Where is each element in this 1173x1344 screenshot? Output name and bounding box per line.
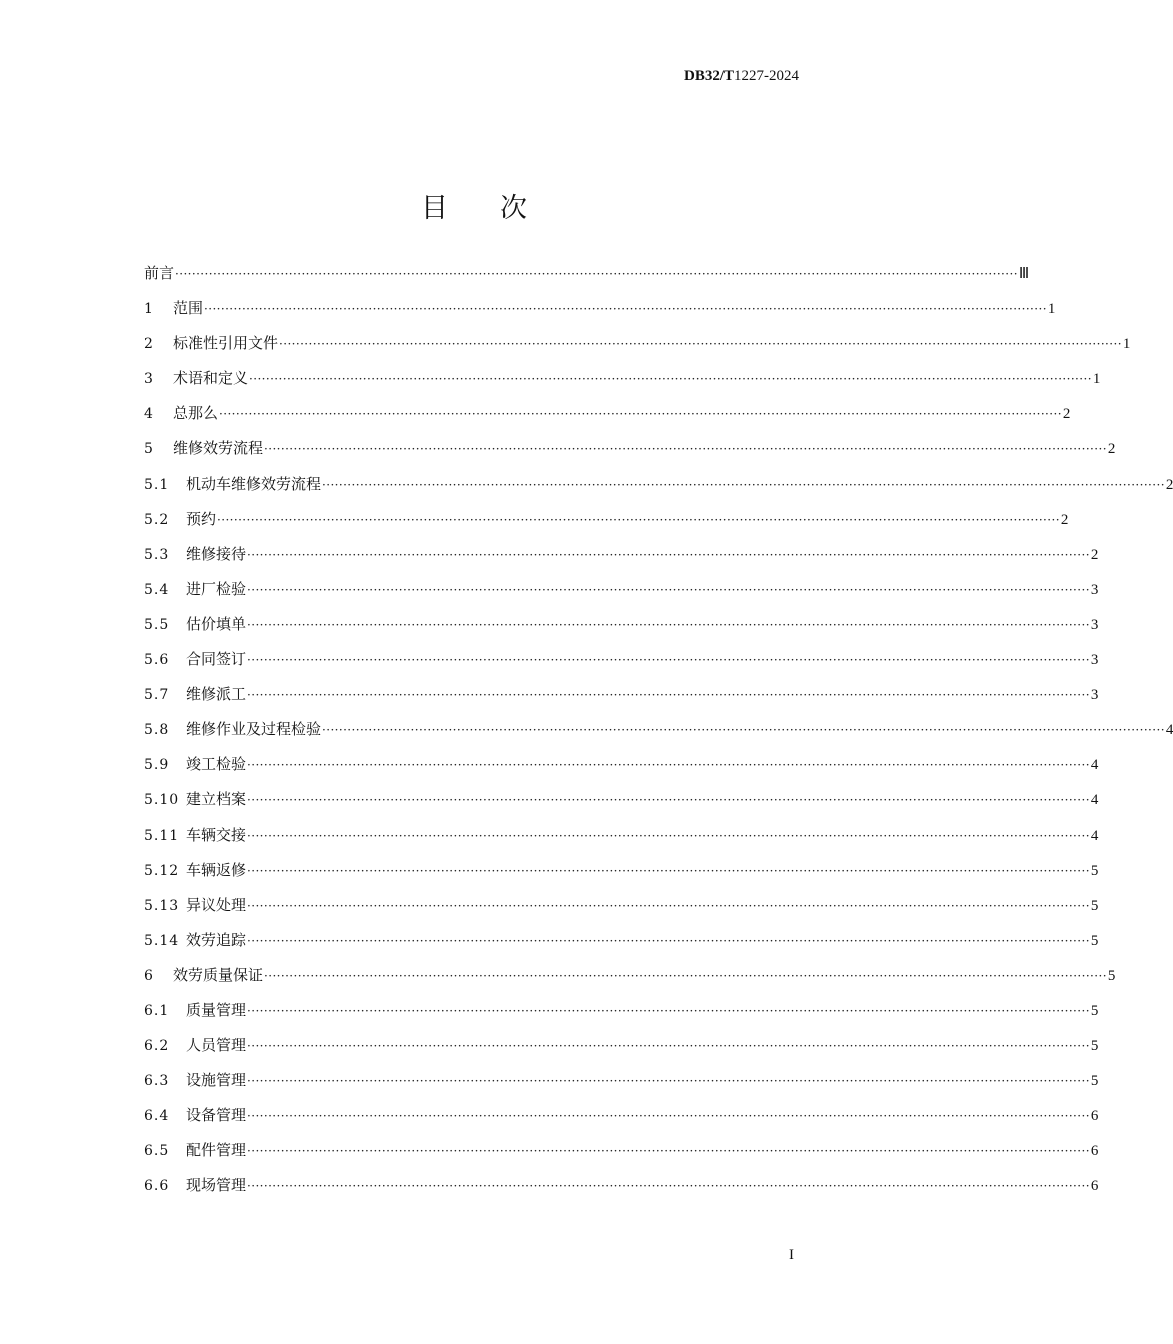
toc-dot-leader: ········································································································································································································: [249, 372, 1092, 387]
toc-entry-number: 5.1: [144, 476, 170, 493]
toc-entry-number: 6.2: [144, 1038, 170, 1055]
toc-entry[interactable]: [144, 788, 1099, 823]
toc-dot-leader: ········································································································································································································: [247, 898, 1090, 913]
toc-entry-label: 预约: [186, 509, 217, 528]
toc-entry-label: 效劳质量保证: [173, 965, 264, 984]
toc-entry-label: 竣工检验: [186, 755, 247, 774]
toc-dot-leader: ········································································································································································································: [247, 1109, 1090, 1124]
toc-entry-label: 范围: [173, 299, 204, 318]
toc-entry-page: 3: [1090, 652, 1099, 669]
toc-entry-label: 总那么: [173, 404, 219, 423]
toc-dot-leader: ········································································································································································································: [247, 933, 1090, 948]
toc-entry-label: 车辆返修: [186, 860, 247, 879]
toc-dot-leader: ········································································································································································································: [247, 1074, 1090, 1089]
toc-entry-number: 6.4: [144, 1108, 170, 1125]
toc-entry-number: 5.2: [144, 511, 170, 528]
toc-entry-label: 术语和定义: [173, 369, 249, 388]
toc-entry[interactable]: [144, 753, 1099, 788]
toc-entry-page: Ⅲ: [1018, 266, 1030, 282]
toc-entry-label: 前言: [144, 264, 175, 282]
toc-entry-page: 2: [1165, 476, 1173, 493]
toc-entry-number: 5.12: [144, 862, 180, 879]
toc-dot-leader: ········································································································································································································: [217, 512, 1060, 527]
toc-dot-leader: ········································································································································································································: [175, 267, 1018, 281]
toc-entry-number: 6: [144, 967, 154, 984]
toc-entry-page: 1: [1092, 371, 1101, 388]
toc-entry[interactable]: [144, 367, 1101, 402]
toc-entry[interactable]: [144, 578, 1099, 613]
toc-entry-number: 6.1: [144, 1002, 170, 1019]
toc-entry[interactable]: [144, 859, 1099, 894]
toc-entry-number: 1: [144, 301, 154, 318]
toc-entry-page: 6: [1090, 1178, 1099, 1195]
toc-entry-label: 维修效劳流程: [173, 439, 264, 458]
toc-entry-page: 4: [1165, 722, 1173, 739]
toc-dot-leader: ········································································································································································································: [219, 407, 1062, 422]
toc-entry-number: 5.5: [144, 616, 170, 633]
document-code-number: 1227-2024: [734, 68, 799, 84]
toc-entry-page: 2: [1062, 406, 1071, 423]
toc-entry-number: 6.6: [144, 1178, 170, 1195]
toc-entry-label: 配件管理: [186, 1141, 247, 1160]
toc-entry-number: 5.3: [144, 546, 170, 563]
toc-entry-number: 5.9: [144, 757, 170, 774]
toc-entry-page: 5: [1090, 897, 1099, 914]
toc-entry-label: 效劳追踪: [186, 930, 247, 949]
toc-entry[interactable]: [144, 543, 1099, 578]
toc-dot-leader: ········································································································································································································: [247, 1144, 1090, 1159]
toc-entry-number: 6.5: [144, 1143, 170, 1160]
document-code-prefix: DB32/T: [683, 68, 734, 84]
toc-entry[interactable]: [144, 262, 1030, 297]
toc-entry-label: 机动车维修效劳流程: [186, 474, 322, 493]
toc-entry-number: 6.3: [144, 1073, 170, 1090]
toc-entry-label: 设备管理: [186, 1106, 247, 1125]
toc-dot-leader: ········································································································································································································: [322, 477, 1165, 492]
toc-entry[interactable]: [144, 1174, 1099, 1209]
toc-entry-page: 5: [1090, 862, 1099, 879]
toc-dot-leader: ········································································································································································································: [264, 968, 1107, 983]
toc-entry-number: 2: [144, 336, 154, 353]
toc-entry-number: 5.11: [144, 827, 180, 844]
toc-entry-number: 5.14: [144, 932, 180, 949]
toc-dot-leader: ········································································································································································································: [247, 1039, 1090, 1054]
toc-entry-number: 3: [144, 371, 154, 388]
page-title: [0, 186, 950, 225]
toc-dot-leader: ········································································································································································································: [247, 1179, 1090, 1194]
title-char-1: 目: [421, 193, 450, 224]
toc-entry-page: 2: [1107, 441, 1116, 458]
toc-entry-number: 5.4: [144, 581, 170, 598]
toc-entry-page: 3: [1090, 687, 1099, 704]
toc-entry-label: 质量管理: [186, 1000, 247, 1019]
toc-dot-leader: ········································································································································································································: [247, 828, 1090, 843]
toc-entry-label: 现场管理: [186, 1176, 247, 1195]
toc-entry-page: 3: [1090, 581, 1099, 598]
toc-entry-page: 6: [1090, 1143, 1099, 1160]
toc-entry[interactable]: [144, 648, 1099, 683]
toc-entry-number: 5: [144, 441, 154, 458]
toc-entry[interactable]: [144, 437, 1116, 472]
toc-dot-leader: ········································································································································································································: [264, 442, 1107, 457]
toc-entry[interactable]: [144, 964, 1116, 999]
toc-entry[interactable]: [144, 613, 1099, 648]
toc-entry-label: 进厂检验: [186, 579, 247, 598]
toc-entry[interactable]: [144, 297, 1056, 332]
toc-entry-label: 维修作业及过程检验: [186, 720, 322, 739]
toc-entry-label: 维修派工: [186, 685, 247, 704]
toc-entry[interactable]: [144, 1139, 1099, 1174]
toc-dot-leader: ········································································································································································································: [247, 582, 1090, 597]
title-char-2: 次: [500, 193, 529, 224]
table-of-contents: [144, 262, 1173, 1210]
toc-entry-label: 异议处理: [186, 895, 247, 914]
toc-entry-number: 4: [144, 406, 154, 423]
toc-entry-number: 5.8: [144, 722, 170, 739]
toc-entry-label: 建立档案: [186, 790, 247, 809]
toc-dot-leader: ········································································································································································································: [279, 337, 1122, 352]
page-number: I: [789, 1247, 794, 1263]
toc-entry[interactable]: [144, 402, 1071, 437]
toc-entry[interactable]: [144, 999, 1099, 1034]
toc-entry-label: 估价填单: [186, 614, 247, 633]
toc-entry[interactable]: [144, 894, 1099, 929]
toc-entry-page: 2: [1090, 546, 1099, 563]
toc-dot-leader: ········································································································································································································: [247, 758, 1090, 773]
toc-entry[interactable]: [144, 473, 1173, 508]
toc-entry-page: 1: [1047, 301, 1056, 318]
toc-dot-leader: ········································································································································································································: [247, 617, 1090, 632]
toc-dot-leader: ········································································································································································································: [204, 302, 1047, 317]
toc-entry-page: 6: [1090, 1108, 1099, 1125]
toc-entry-page: 4: [1090, 792, 1099, 809]
toc-entry-label: 人员管理: [186, 1036, 247, 1055]
toc-entry-page: 4: [1090, 827, 1099, 844]
toc-dot-leader: ········································································································································································································: [247, 547, 1090, 562]
toc-dot-leader: ········································································································································································································: [247, 653, 1090, 668]
toc-entry-page: 2: [1060, 511, 1069, 528]
toc-entry[interactable]: [144, 683, 1099, 718]
toc-entry[interactable]: [144, 1069, 1099, 1104]
toc-entry[interactable]: [144, 1104, 1099, 1139]
toc-entry-page: 5: [1107, 967, 1116, 984]
toc-entry-page: 5: [1090, 1073, 1099, 1090]
toc-entry-label: 维修接待: [186, 544, 247, 563]
toc-entry[interactable]: [144, 508, 1069, 543]
toc-entry[interactable]: [144, 332, 1131, 367]
toc-entry-page: 5: [1090, 1038, 1099, 1055]
toc-entry-label: 标准性引用文件: [173, 334, 279, 353]
toc-dot-leader: ········································································································································································································: [247, 1003, 1090, 1018]
toc-entry-number: 5.13: [144, 897, 180, 914]
toc-entry-number: 5.6: [144, 652, 170, 669]
toc-entry-page: 5: [1090, 1002, 1099, 1019]
toc-entry[interactable]: [144, 718, 1173, 753]
toc-entry-label: 设施管理: [186, 1071, 247, 1090]
toc-entry-label: 合同签订: [186, 650, 247, 669]
toc-entry-page: 1: [1122, 336, 1131, 353]
toc-entry[interactable]: [144, 824, 1099, 859]
document-code: [684, 68, 799, 85]
toc-entry-label: 车辆交接: [186, 825, 247, 844]
toc-dot-leader: ········································································································································································································: [322, 723, 1165, 738]
toc-entry-number: 5.10: [144, 792, 180, 809]
toc-entry[interactable]: [144, 1034, 1099, 1069]
toc-dot-leader: ········································································································································································································: [247, 793, 1090, 808]
toc-entry[interactable]: [144, 929, 1099, 964]
toc-dot-leader: ········································································································································································································: [247, 863, 1090, 878]
toc-entry-page: 5: [1090, 932, 1099, 949]
toc-entry-page: 4: [1090, 757, 1099, 774]
toc-entry-page: 3: [1090, 616, 1099, 633]
toc-dot-leader: ········································································································································································································: [247, 688, 1090, 703]
toc-entry-number: 5.7: [144, 687, 170, 704]
